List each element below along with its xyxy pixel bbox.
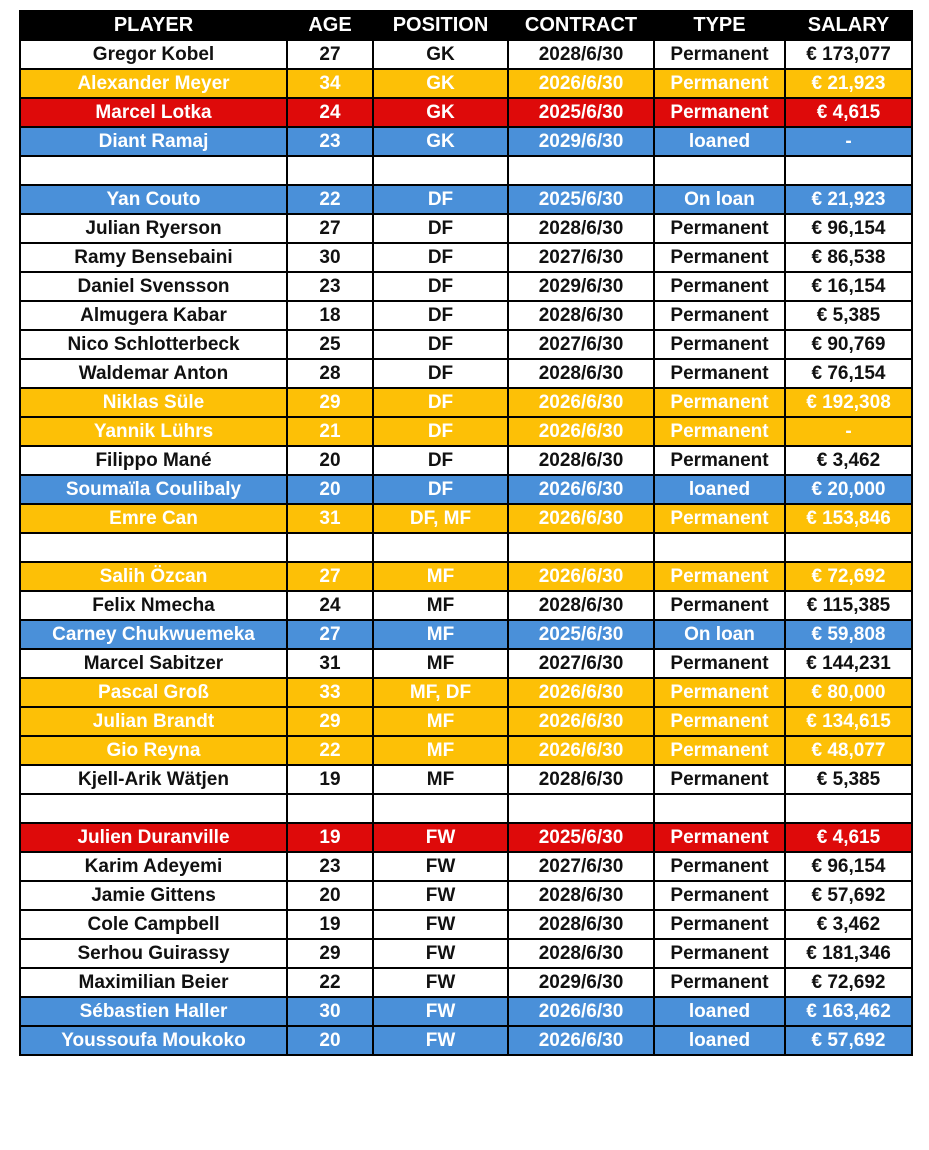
- type-cell: Permanent: [654, 446, 785, 475]
- table-row: [20, 301, 912, 330]
- age-cell: 27: [287, 40, 373, 69]
- type-cell: Permanent: [654, 272, 785, 301]
- header-position: POSITION: [373, 11, 508, 40]
- salary-cell: € 96,154: [785, 214, 912, 243]
- player-cell: Marcel Lotka: [20, 98, 287, 127]
- player-cell: Gio Reyna: [20, 736, 287, 765]
- empty-cell: [287, 156, 373, 185]
- table-row: [20, 98, 912, 127]
- position-cell: DF: [373, 417, 508, 446]
- table-row: [20, 69, 912, 98]
- contract-cell: 2025/6/30: [508, 98, 654, 127]
- position-cell: GK: [373, 98, 508, 127]
- salary-cell: -: [785, 417, 912, 446]
- position-cell: MF: [373, 736, 508, 765]
- type-cell: Permanent: [654, 852, 785, 881]
- player-cell: Pascal Groß: [20, 678, 287, 707]
- salary-cell: € 90,769: [785, 330, 912, 359]
- table-row: [20, 765, 912, 794]
- contract-cell: 2026/6/30: [508, 475, 654, 504]
- position-cell: FW: [373, 852, 508, 881]
- type-cell: Permanent: [654, 823, 785, 852]
- age-cell: 22: [287, 736, 373, 765]
- contract-cell: 2027/6/30: [508, 852, 654, 881]
- player-cell: Gregor Kobel: [20, 40, 287, 69]
- contract-cell: 2026/6/30: [508, 736, 654, 765]
- salary-cell: € 173,077: [785, 40, 912, 69]
- age-cell: 18: [287, 301, 373, 330]
- type-cell: Permanent: [654, 736, 785, 765]
- contract-cell: 2029/6/30: [508, 968, 654, 997]
- position-cell: MF: [373, 707, 508, 736]
- type-cell: Permanent: [654, 707, 785, 736]
- type-cell: Permanent: [654, 388, 785, 417]
- age-cell: 20: [287, 475, 373, 504]
- position-cell: MF: [373, 591, 508, 620]
- empty-cell: [654, 794, 785, 823]
- player-cell: Nico Schlotterbeck: [20, 330, 287, 359]
- salary-cell: € 144,231: [785, 649, 912, 678]
- type-cell: Permanent: [654, 243, 785, 272]
- table-row: [20, 359, 912, 388]
- player-cell: Ramy Bensebaini: [20, 243, 287, 272]
- contract-cell: 2026/6/30: [508, 417, 654, 446]
- position-cell: GK: [373, 40, 508, 69]
- type-cell: Permanent: [654, 910, 785, 939]
- table-body: [20, 40, 912, 1055]
- player-cell: Soumaïla Coulibaly: [20, 475, 287, 504]
- table-row: [20, 214, 912, 243]
- contract-cell: 2026/6/30: [508, 69, 654, 98]
- salary-cell: € 3,462: [785, 910, 912, 939]
- contract-cell: 2029/6/30: [508, 272, 654, 301]
- type-cell: On loan: [654, 185, 785, 214]
- player-cell: Yannik Lührs: [20, 417, 287, 446]
- age-cell: 25: [287, 330, 373, 359]
- position-cell: DF, MF: [373, 504, 508, 533]
- table-row: [20, 388, 912, 417]
- contract-cell: 2028/6/30: [508, 40, 654, 69]
- table-row: [20, 446, 912, 475]
- table-row: [20, 185, 912, 214]
- empty-cell: [287, 794, 373, 823]
- contract-cell: 2028/6/30: [508, 301, 654, 330]
- salary-cell: € 4,615: [785, 98, 912, 127]
- type-cell: Permanent: [654, 591, 785, 620]
- age-cell: 20: [287, 881, 373, 910]
- salary-cell: € 192,308: [785, 388, 912, 417]
- player-cell: Julian Ryerson: [20, 214, 287, 243]
- player-cell: Carney Chukwuemeka: [20, 620, 287, 649]
- table-row: [20, 939, 912, 968]
- header-player: PLAYER: [20, 11, 287, 40]
- type-cell: Permanent: [654, 968, 785, 997]
- table-row: [20, 881, 912, 910]
- contract-cell: 2025/6/30: [508, 620, 654, 649]
- position-cell: FW: [373, 968, 508, 997]
- position-cell: FW: [373, 910, 508, 939]
- contract-cell: 2027/6/30: [508, 330, 654, 359]
- type-cell: Permanent: [654, 301, 785, 330]
- contract-cell: 2026/6/30: [508, 504, 654, 533]
- player-cell: Waldemar Anton: [20, 359, 287, 388]
- salary-cell: € 48,077: [785, 736, 912, 765]
- age-cell: 19: [287, 765, 373, 794]
- player-cell: Alexander Meyer: [20, 69, 287, 98]
- position-cell: DF: [373, 185, 508, 214]
- age-cell: 19: [287, 823, 373, 852]
- age-cell: 28: [287, 359, 373, 388]
- age-cell: 23: [287, 272, 373, 301]
- player-cell: Karim Adeyemi: [20, 852, 287, 881]
- empty-cell: [654, 533, 785, 562]
- empty-cell: [373, 156, 508, 185]
- player-cell: Filippo Mané: [20, 446, 287, 475]
- header-row: [20, 11, 912, 40]
- player-cell: Daniel Svensson: [20, 272, 287, 301]
- type-cell: Permanent: [654, 98, 785, 127]
- table-row: [20, 475, 912, 504]
- player-cell: Cole Campbell: [20, 910, 287, 939]
- header-contract: CONTRACT: [508, 11, 654, 40]
- position-cell: FW: [373, 823, 508, 852]
- salary-cell: € 21,923: [785, 185, 912, 214]
- age-cell: 29: [287, 939, 373, 968]
- salary-cell: € 72,692: [785, 968, 912, 997]
- age-cell: 27: [287, 562, 373, 591]
- type-cell: loaned: [654, 1026, 785, 1055]
- age-cell: 22: [287, 185, 373, 214]
- age-cell: 31: [287, 504, 373, 533]
- age-cell: 34: [287, 69, 373, 98]
- player-cell: Almugera Kabar: [20, 301, 287, 330]
- contract-cell: 2026/6/30: [508, 388, 654, 417]
- player-cell: Yan Couto: [20, 185, 287, 214]
- position-cell: DF: [373, 243, 508, 272]
- age-cell: 29: [287, 707, 373, 736]
- age-cell: 20: [287, 446, 373, 475]
- table-row: [20, 852, 912, 881]
- empty-cell: [373, 794, 508, 823]
- player-cell: Niklas Süle: [20, 388, 287, 417]
- empty-cell: [373, 533, 508, 562]
- table-row: [20, 591, 912, 620]
- player-cell: Jamie Gittens: [20, 881, 287, 910]
- contract-cell: 2025/6/30: [508, 823, 654, 852]
- age-cell: 30: [287, 997, 373, 1026]
- table-row: [20, 968, 912, 997]
- position-cell: DF: [373, 446, 508, 475]
- type-cell: Permanent: [654, 417, 785, 446]
- position-cell: FW: [373, 939, 508, 968]
- type-cell: loaned: [654, 127, 785, 156]
- salary-cell: € 115,385: [785, 591, 912, 620]
- position-cell: FW: [373, 881, 508, 910]
- salary-cell: € 5,385: [785, 301, 912, 330]
- contract-cell: 2028/6/30: [508, 765, 654, 794]
- position-cell: DF: [373, 388, 508, 417]
- position-cell: MF: [373, 765, 508, 794]
- contract-cell: 2027/6/30: [508, 649, 654, 678]
- table-row: [20, 127, 912, 156]
- table-row: [20, 649, 912, 678]
- age-cell: 27: [287, 620, 373, 649]
- contract-cell: 2026/6/30: [508, 707, 654, 736]
- contract-cell: 2028/6/30: [508, 591, 654, 620]
- empty-cell: [508, 156, 654, 185]
- squad-salary-table: [19, 10, 913, 1056]
- empty-cell: [20, 156, 287, 185]
- table-row: [20, 40, 912, 69]
- type-cell: Permanent: [654, 40, 785, 69]
- age-cell: 30: [287, 243, 373, 272]
- position-cell: GK: [373, 127, 508, 156]
- player-cell: Serhou Guirassy: [20, 939, 287, 968]
- salary-cell: € 76,154: [785, 359, 912, 388]
- table-row: [20, 1026, 912, 1055]
- type-cell: Permanent: [654, 330, 785, 359]
- type-cell: On loan: [654, 620, 785, 649]
- table-row: [20, 620, 912, 649]
- type-cell: Permanent: [654, 649, 785, 678]
- type-cell: Permanent: [654, 359, 785, 388]
- position-cell: MF: [373, 562, 508, 591]
- salary-cell: € 86,538: [785, 243, 912, 272]
- empty-cell: [20, 533, 287, 562]
- table-row: [20, 243, 912, 272]
- contract-cell: 2028/6/30: [508, 214, 654, 243]
- position-cell: MF: [373, 620, 508, 649]
- player-cell: Maximilian Beier: [20, 968, 287, 997]
- table-row: [20, 504, 912, 533]
- age-cell: 24: [287, 98, 373, 127]
- contract-cell: 2026/6/30: [508, 1026, 654, 1055]
- salary-cell: € 80,000: [785, 678, 912, 707]
- age-cell: 27: [287, 214, 373, 243]
- header-type: TYPE: [654, 11, 785, 40]
- age-cell: 23: [287, 852, 373, 881]
- position-cell: DF: [373, 272, 508, 301]
- player-cell: Julian Brandt: [20, 707, 287, 736]
- player-cell: Sébastien Haller: [20, 997, 287, 1026]
- type-cell: loaned: [654, 997, 785, 1026]
- table-row: [20, 823, 912, 852]
- player-cell: Salih Özcan: [20, 562, 287, 591]
- age-cell: 21: [287, 417, 373, 446]
- salary-cell: € 57,692: [785, 881, 912, 910]
- salary-cell: -: [785, 127, 912, 156]
- salary-cell: € 134,615: [785, 707, 912, 736]
- salary-cell: € 153,846: [785, 504, 912, 533]
- type-cell: Permanent: [654, 765, 785, 794]
- type-cell: Permanent: [654, 939, 785, 968]
- age-cell: 29: [287, 388, 373, 417]
- contract-cell: 2029/6/30: [508, 127, 654, 156]
- contract-cell: 2025/6/30: [508, 185, 654, 214]
- position-cell: DF: [373, 214, 508, 243]
- salary-cell: € 3,462: [785, 446, 912, 475]
- contract-cell: 2027/6/30: [508, 243, 654, 272]
- table-row: [20, 997, 912, 1026]
- contract-cell: 2026/6/30: [508, 562, 654, 591]
- empty-cell: [785, 794, 912, 823]
- age-cell: 22: [287, 968, 373, 997]
- salary-cell: € 181,346: [785, 939, 912, 968]
- contract-cell: 2028/6/30: [508, 446, 654, 475]
- position-cell: DF: [373, 359, 508, 388]
- type-cell: Permanent: [654, 504, 785, 533]
- contract-cell: 2028/6/30: [508, 939, 654, 968]
- salary-cell: € 96,154: [785, 852, 912, 881]
- position-cell: DF: [373, 301, 508, 330]
- position-cell: MF: [373, 649, 508, 678]
- table-row: [20, 910, 912, 939]
- empty-cell: [654, 156, 785, 185]
- position-cell: GK: [373, 69, 508, 98]
- player-cell: Felix Nmecha: [20, 591, 287, 620]
- table-row: [20, 707, 912, 736]
- spacer-row: [20, 533, 912, 562]
- type-cell: Permanent: [654, 69, 785, 98]
- player-cell: Youssoufa Moukoko: [20, 1026, 287, 1055]
- position-cell: FW: [373, 1026, 508, 1055]
- age-cell: 31: [287, 649, 373, 678]
- salary-cell: € 21,923: [785, 69, 912, 98]
- salary-cell: € 4,615: [785, 823, 912, 852]
- empty-cell: [508, 533, 654, 562]
- contract-cell: 2026/6/30: [508, 997, 654, 1026]
- empty-cell: [785, 156, 912, 185]
- salary-cell: € 57,692: [785, 1026, 912, 1055]
- table-row: [20, 330, 912, 359]
- salary-cell: € 16,154: [785, 272, 912, 301]
- position-cell: DF: [373, 330, 508, 359]
- empty-cell: [20, 794, 287, 823]
- contract-cell: 2026/6/30: [508, 678, 654, 707]
- salary-cell: € 20,000: [785, 475, 912, 504]
- age-cell: 24: [287, 591, 373, 620]
- player-cell: Emre Can: [20, 504, 287, 533]
- empty-cell: [287, 533, 373, 562]
- salary-cell: € 72,692: [785, 562, 912, 591]
- player-cell: Kjell-Arik Wätjen: [20, 765, 287, 794]
- type-cell: Permanent: [654, 562, 785, 591]
- empty-cell: [508, 794, 654, 823]
- header-age: AGE: [287, 11, 373, 40]
- table-row: [20, 562, 912, 591]
- position-cell: FW: [373, 997, 508, 1026]
- contract-cell: 2028/6/30: [508, 910, 654, 939]
- type-cell: Permanent: [654, 214, 785, 243]
- type-cell: Permanent: [654, 678, 785, 707]
- age-cell: 33: [287, 678, 373, 707]
- table-row: [20, 417, 912, 446]
- type-cell: loaned: [654, 475, 785, 504]
- spacer-row: [20, 794, 912, 823]
- player-cell: Marcel Sabitzer: [20, 649, 287, 678]
- table-row: [20, 272, 912, 301]
- position-cell: DF: [373, 475, 508, 504]
- table-row: [20, 678, 912, 707]
- player-cell: Diant Ramaj: [20, 127, 287, 156]
- header-salary: SALARY: [785, 11, 912, 40]
- spacer-row: [20, 156, 912, 185]
- age-cell: 19: [287, 910, 373, 939]
- player-cell: Julien Duranville: [20, 823, 287, 852]
- contract-cell: 2028/6/30: [508, 881, 654, 910]
- salary-cell: € 59,808: [785, 620, 912, 649]
- contract-cell: 2028/6/30: [508, 359, 654, 388]
- salary-cell: € 5,385: [785, 765, 912, 794]
- table-row: [20, 736, 912, 765]
- type-cell: Permanent: [654, 881, 785, 910]
- salary-cell: € 163,462: [785, 997, 912, 1026]
- age-cell: 23: [287, 127, 373, 156]
- position-cell: MF, DF: [373, 678, 508, 707]
- empty-cell: [785, 533, 912, 562]
- age-cell: 20: [287, 1026, 373, 1055]
